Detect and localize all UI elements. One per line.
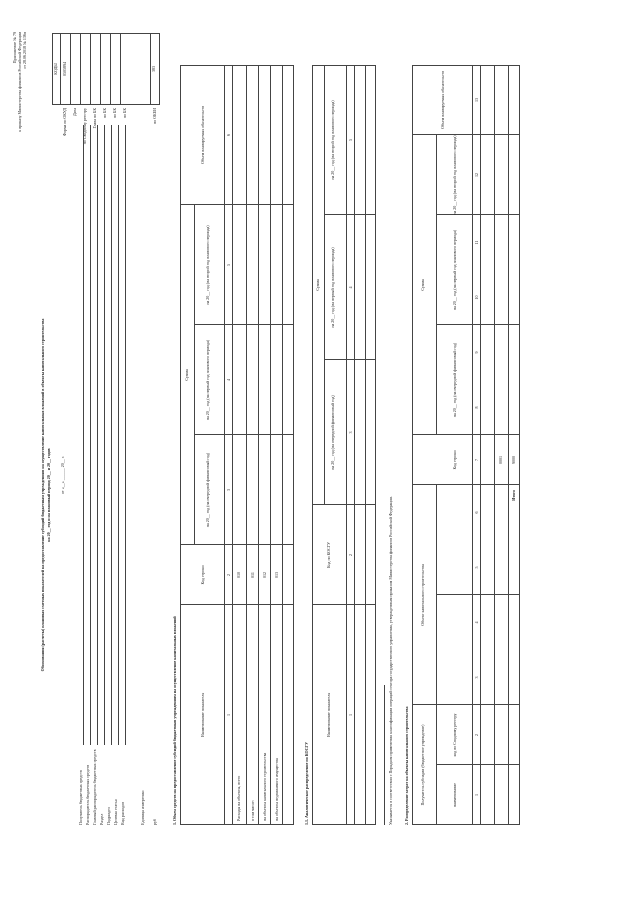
- s2-num: 7: [474, 459, 479, 461]
- meta-underline: [90, 125, 91, 745]
- s11-col-line: [312, 504, 376, 505]
- appendix-line1: к приказу Министерства финансов Российской Федерации: [17, 32, 22, 132]
- meta-underline: [104, 125, 105, 745]
- s2-row-line: [494, 65, 495, 825]
- document-title: Обоснования (расчеты) плановых сметных показателей на предоставление субсидий бюджетным учреждениям на осуществление капитальных вложений в объекты капитального строительства: [40, 318, 45, 672]
- meta-underline: [83, 125, 84, 745]
- s2-col-recipient: Получатель субсидии (бюджетное учреждение): [420, 724, 425, 806]
- s2-col-sum: Сумма: [420, 279, 425, 291]
- section1-table: [180, 65, 294, 825]
- s2-row-line: [436, 135, 437, 435]
- s1-col-name: Наименование показателя: [200, 692, 205, 738]
- meta-section: Раздел: [99, 813, 104, 825]
- codes-line: [100, 33, 101, 105]
- bk2-label: по БК: [112, 108, 117, 119]
- s11-col-y1: на 20__ год (на очередной финансовый год): [330, 395, 335, 470]
- codes-line: [90, 33, 91, 105]
- s1-col-y2: на 20__ год (на первый год планового периода): [205, 339, 210, 421]
- s1-row-label: в том числе:: [250, 800, 255, 821]
- s11-num: 1: [348, 714, 353, 716]
- s1-col-sum: Сумма: [184, 369, 189, 381]
- s2-num: 8: [474, 406, 479, 409]
- s1-row-line: [224, 65, 225, 825]
- s2-total-code: 9000: [511, 456, 516, 464]
- s1-num: 4: [226, 379, 231, 381]
- unit-label: Единица измерения:: [140, 790, 145, 825]
- s11-col-y3: на 20__ год (на второй год планового периода): [330, 100, 335, 180]
- okei-code: 383: [151, 66, 156, 72]
- codes-box: [52, 33, 160, 105]
- codes-line: [110, 33, 111, 105]
- meta-recipient: Получатель бюджетных средств: [78, 770, 83, 825]
- s2-col-y2: на 20__ год (на первый год планового периода): [452, 229, 457, 311]
- s2-num: 5: [474, 566, 479, 569]
- meta-underline: [97, 125, 98, 745]
- s2-total-label: Итого: [511, 490, 516, 501]
- s1-num: 3: [226, 489, 231, 491]
- s11-row-line: [365, 65, 366, 825]
- bk-label: по Сводному реестру: [82, 108, 87, 145]
- section11-table: [312, 65, 376, 825]
- meta-expense-type: Вид расходов: [120, 802, 125, 825]
- s11-num: 3: [348, 431, 353, 434]
- s2-num: 2: [474, 734, 479, 736]
- appendix-line2: от 28.06.2018 № 136н: [22, 32, 27, 69]
- s11-row-line: [324, 65, 325, 505]
- s11-col-line: [312, 604, 376, 605]
- s2-num: 1: [474, 794, 479, 796]
- s2-num: 9: [474, 351, 479, 354]
- s2-num: 3: [474, 676, 479, 679]
- section11-title: 1.1. Аналитическое распределение по КОСГУ: [304, 741, 309, 825]
- date-line: от «__» ______ 20__ г.: [60, 456, 65, 494]
- s1-row-label: на объекты капитального строительства: [262, 752, 267, 821]
- date-label: Дата: [72, 108, 77, 116]
- okei-label: по ОКЕИ: [152, 108, 157, 125]
- s2-row-line: [480, 65, 481, 825]
- codes-line: [120, 33, 121, 105]
- codes-line: [60, 33, 61, 105]
- s11-col-code: Код по КОСГУ: [326, 542, 331, 568]
- s1-row-line: [282, 65, 283, 825]
- meta-target-article: Целевая статья: [113, 799, 118, 825]
- meta-underline: [111, 125, 112, 745]
- s2-num: 11: [474, 240, 479, 245]
- s2-col-line: [412, 704, 520, 705]
- s1-row-code: 010: [236, 572, 241, 578]
- s1-row-code: 013: [274, 572, 279, 578]
- document-subtitle: на 20__ год и на плановый период 20__ и 20__ годов: [46, 448, 51, 542]
- s2-row-line: [436, 485, 437, 825]
- glava-label: Глава по БК: [92, 108, 97, 129]
- s1-row-line: [232, 65, 233, 825]
- s2-num: 12: [474, 173, 479, 177]
- s2-num: 10: [474, 295, 479, 300]
- s1-col-y1: на 20__ год (на очередной финансовый год): [205, 452, 210, 528]
- s1-row-label: Расходы на объекты, всего: [236, 775, 241, 821]
- s1-row-label: на объекты недвижимого имущества: [274, 758, 279, 821]
- meta-underline: [118, 125, 119, 745]
- s2-col-y1: на 20__ год (на очередной финансовый год): [452, 342, 457, 418]
- section2-table: [412, 65, 520, 825]
- s1-row-code: 011: [250, 572, 255, 578]
- s2-col-line-code: Код строки: [452, 450, 457, 470]
- footnote-separator: [384, 685, 385, 825]
- s2-num: 4: [474, 621, 479, 624]
- bk1-label: по БК: [102, 108, 107, 119]
- s1-col-code: Код строки: [200, 565, 205, 585]
- s2-col-object: Объект капитального строительства: [420, 564, 425, 626]
- form-label: Форма по ОКУД: [62, 108, 67, 137]
- s1-num: 5: [226, 264, 231, 266]
- s2-num: 6: [474, 511, 479, 514]
- section2-title: 2. Распределение затрат на объекты капитального строительства: [404, 706, 409, 825]
- footnote-text: Указывается в соответствии с Порядком применения классификации операций сектора государственного управления, утвержденным приказом Министерства финансов Российской Федерации.: [388, 496, 393, 825]
- s1-num: 1: [226, 714, 231, 716]
- s2-col-extra: Объем планируемых обязательств: [440, 70, 445, 130]
- s1-row-line: [270, 65, 271, 825]
- form-code: 0505894: [62, 62, 67, 76]
- s1-num: 2: [226, 574, 231, 576]
- s1-row-line: [246, 65, 247, 825]
- bk3-label: по БК: [122, 108, 127, 119]
- codes-line: [70, 33, 71, 105]
- meta-main-distributor: Главный распорядитель бюджетных средств: [92, 749, 97, 825]
- s2-col-line: [412, 434, 520, 435]
- s2-row-code: 0001: [498, 456, 503, 464]
- s11-num: 5: [348, 139, 353, 141]
- appendix-number: Приложение № 79: [12, 32, 17, 64]
- s2-num: 13: [474, 98, 479, 102]
- s1-row-code: 012: [262, 572, 267, 578]
- s11-col-name: Наименование показателя: [326, 692, 331, 738]
- s11-col-sum: Сумма: [315, 279, 320, 291]
- s2-row-line: [508, 65, 509, 825]
- s1-num: 6: [226, 134, 231, 136]
- meta-subsection: Подраздел: [106, 807, 111, 825]
- s2-col-code: код по Сводному реестру: [452, 713, 457, 757]
- s11-row-line: [346, 65, 347, 825]
- codes-header: КОДЫ: [53, 63, 58, 75]
- s11-num: 4: [348, 286, 353, 289]
- unit-value: руб: [152, 819, 157, 825]
- s2-col-line: [412, 484, 520, 485]
- s1-col-extra: Объем планируемых обязательств: [200, 105, 205, 165]
- s11-col-y2: на 20__ год (на первый год планового периода): [330, 247, 335, 328]
- s11-row-line: [354, 65, 355, 825]
- s2-col-y3: на 20__ год (на второй год планового периода): [452, 135, 457, 215]
- s11-num: 2: [348, 554, 353, 556]
- s2-col-line: [412, 134, 520, 135]
- s1-row-line: [194, 205, 195, 545]
- s2-row-line: [472, 65, 473, 825]
- section1-title: 1. Объем средств на предоставление субсидий бюджетным учреждениям на осуществление капитальных вложений: [172, 616, 177, 825]
- s1-col-line: [180, 204, 294, 205]
- meta-distributor: Распорядитель бюджетных средств: [85, 764, 90, 825]
- s2-col-name: наименование: [452, 782, 457, 808]
- s1-col-y3: на 20__ год (на второй год планового периода): [205, 225, 210, 305]
- s1-row-line: [258, 65, 259, 825]
- meta-underline: [125, 125, 126, 745]
- codes-line: [80, 33, 81, 105]
